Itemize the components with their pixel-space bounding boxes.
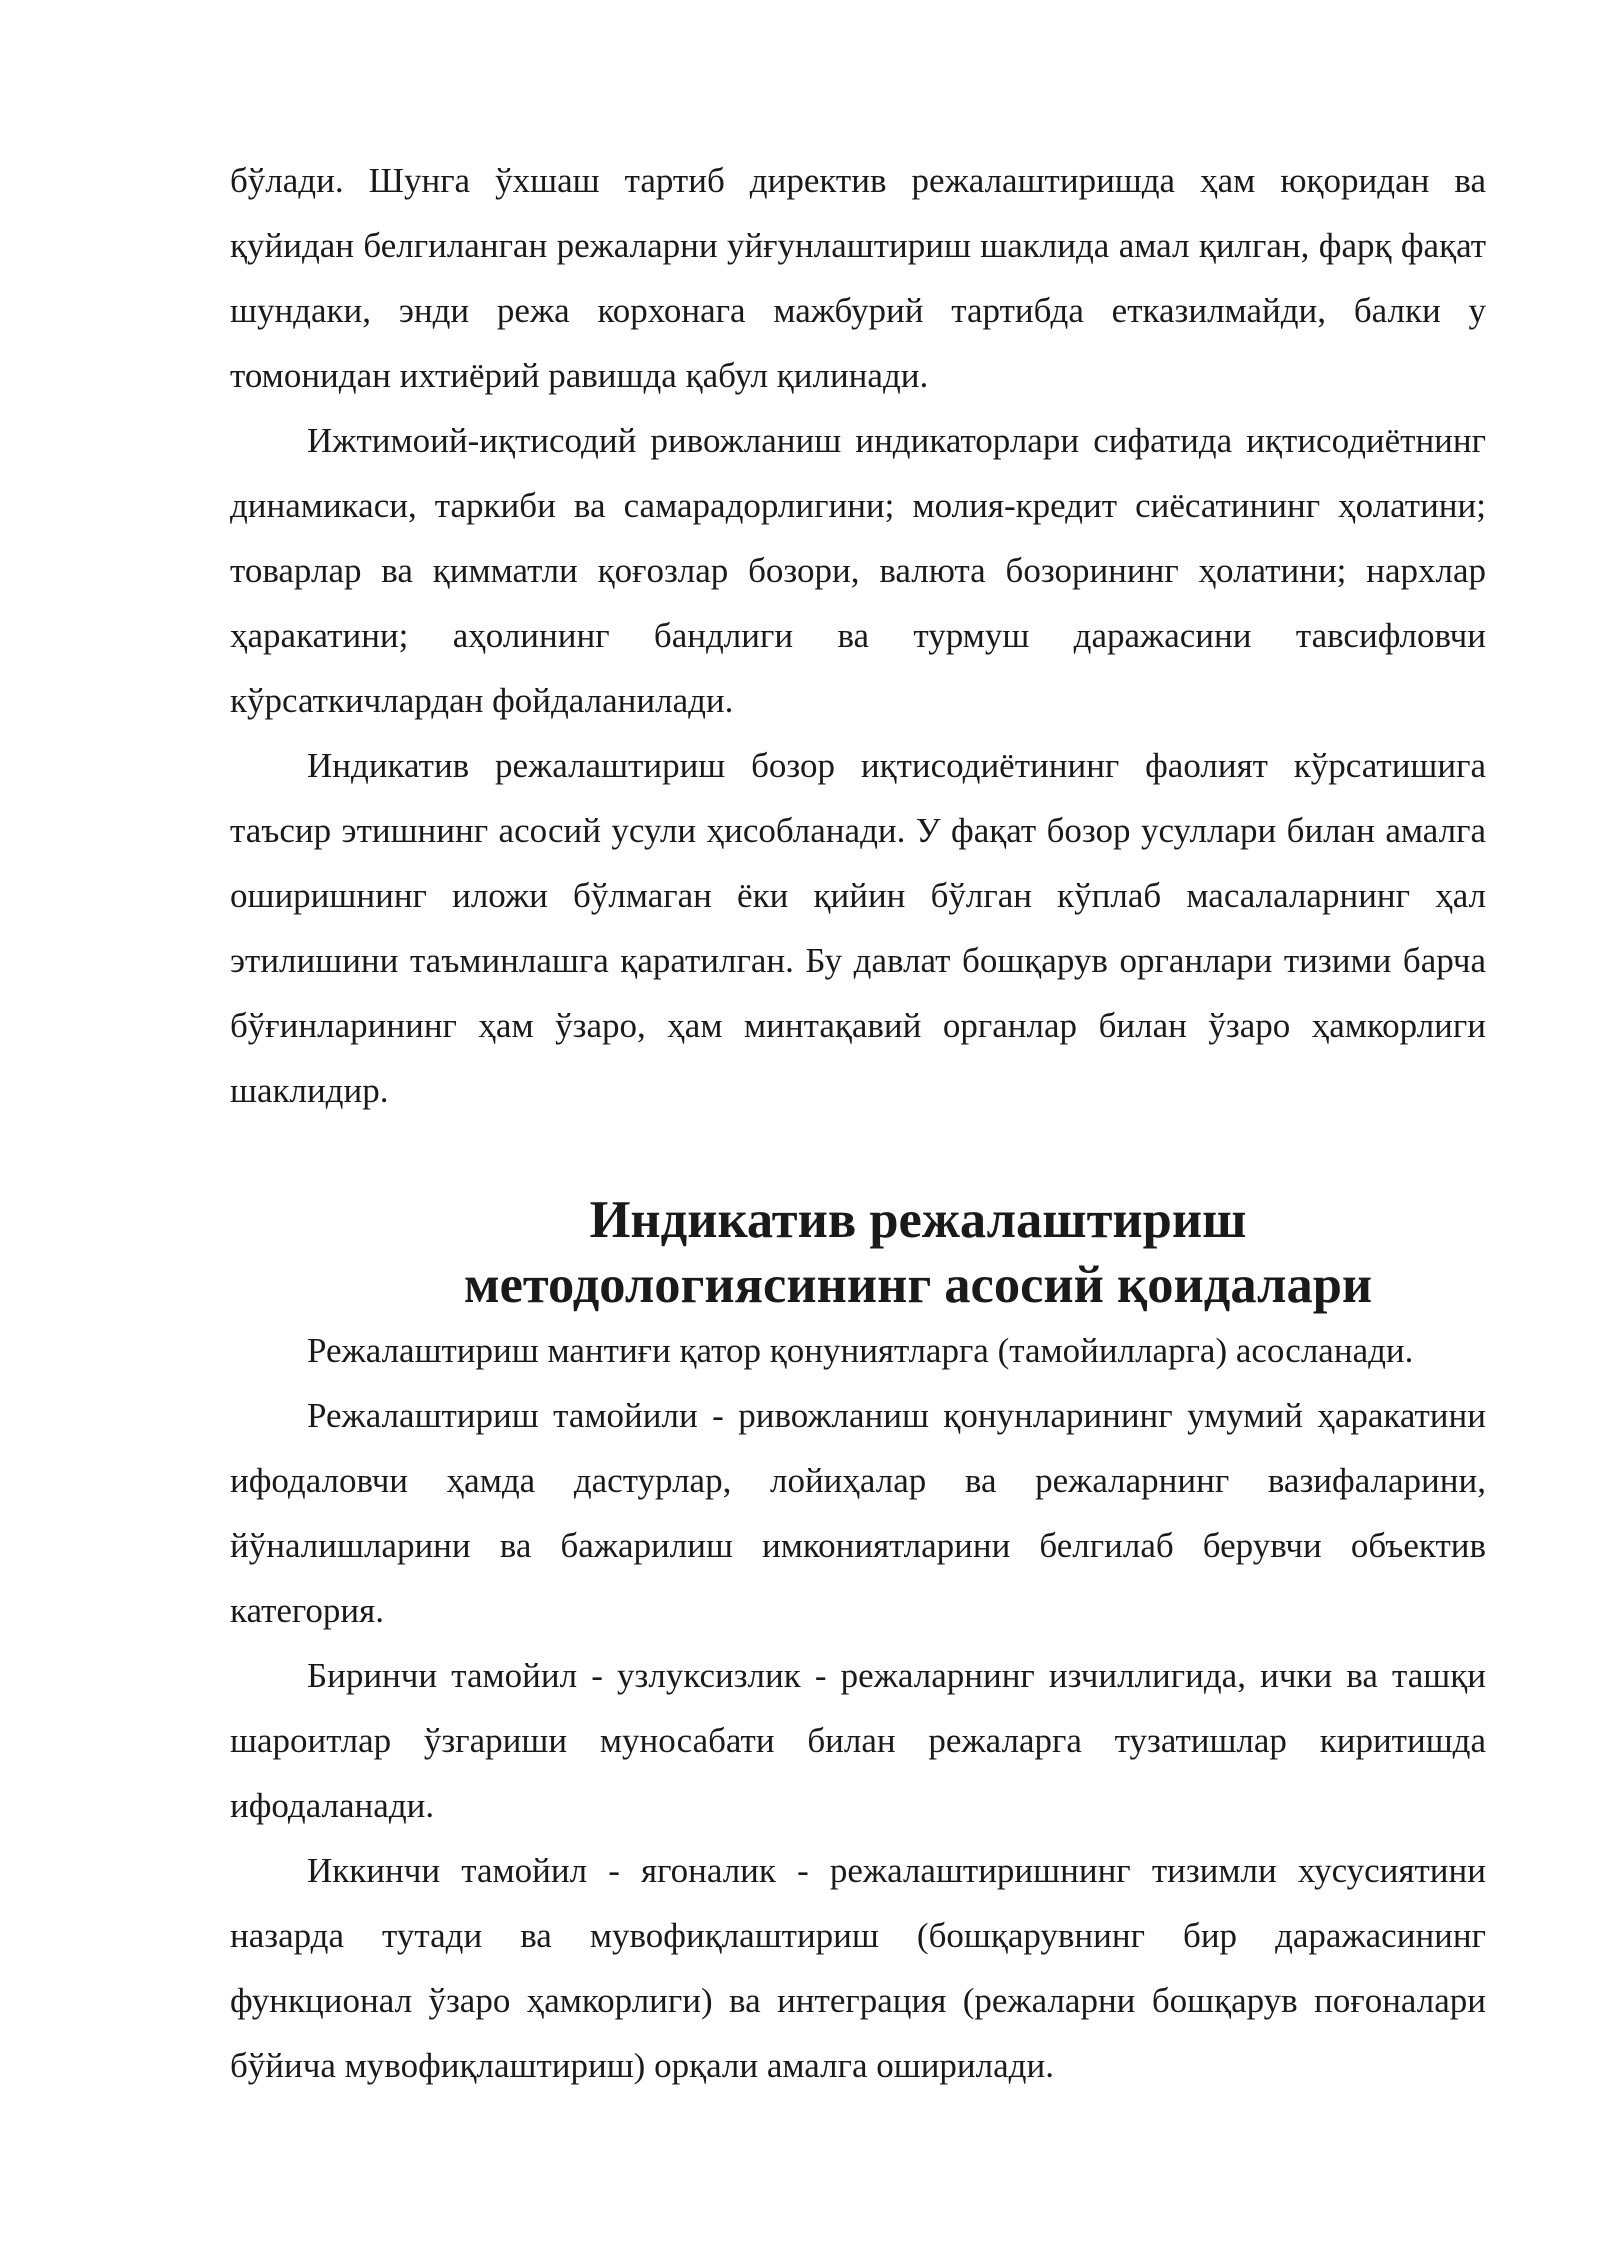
paragraph-indicators: Ижтимоий-иқтисодий ривожланиш индикаторлари сифатида иқтисодиётнинг динамикаси, таркиби ва самарадорлигини; молия-кредит сиёсатининг ҳолатини; товарлар ва қимматли қоғозлар бозори, валюта бозорининг ҳолатини; нархлар ҳаракатини; аҳолининг бандлиги ва турмуш даражасини тавсифловчи кўрсаткичлардан фойдаланилади. [230, 421, 1486, 720]
paragraph-indicative-planning: Индикатив режалаштириш бозор иқтисодиётининг фаолият кўрсатишига таъсир этишнинг асосий усули ҳисобланади. У фақат бозор усуллари билан амалга оширишнинг иложи бўлмаган ёки қийин бўлган кўплаб масалаларнинг ҳал этилишини таъминлашга қаратилган. Бу давлат бошқарув органлари тизими барча бўғинларининг ҳам ўзаро, ҳам минтақавий органлар билан ўзаро ҳамкорлиги шаклидир. [230, 746, 1486, 1110]
paragraph-first-principle: Биринчи тамойил - узлуксизлик - режаларнинг изчиллигида, ички ва ташқи шароитлар ўзгариши муносабати билан режаларга тузатишлар киритишда ифодаланади. [230, 1656, 1486, 1825]
paragraph-second-principle: Иккинчи тамойил - ягоналик - режалаштиришнинг тизимли хусусиятини назарда тутади ва мувофиқлаштириш (бошқарувнинг бир даражасининг функционал ўзаро ҳамкорлиги) ва интеграция (режаларни бошқарув поғоналари бўйича мувофиқлаштириш) орқали амалга оширилади. [230, 1851, 1486, 2085]
paragraph-planning-logic: Режалаштириш мантиғи қатор қонуниятларга (тамойилларга) асосланади. [307, 1331, 1414, 1370]
paragraph-planning-principle: Режалаштириш тамойили - ривожланиш қонунларининг умумий ҳаракатини ифодаловчи ҳамда дастурлар, лойиҳалар ва режаларнинг вазифаларини, йўналишларини ва бажарилиш имкониятларини белгилаб берувчи объектив категория. [230, 1396, 1486, 1630]
paragraph-continuation: бўлади. Шунга ўхшаш тартиб директив режалаштиришда ҳам юқоридан ва қуйидан белгиланган режаларни уйғунлаштириш шаклида амал қилган, фарқ фақат шундаки, энди режа корхонага мажбурий тартибда етказилмайди, балки у томонидан ихтиёрий равишда қабул қилинади. [230, 161, 1486, 395]
document-body [230, 148, 1486, 2098]
section-heading: Индикатив режалаштириш методологиясининг асосий қоидалари [463, 1191, 1373, 1314]
